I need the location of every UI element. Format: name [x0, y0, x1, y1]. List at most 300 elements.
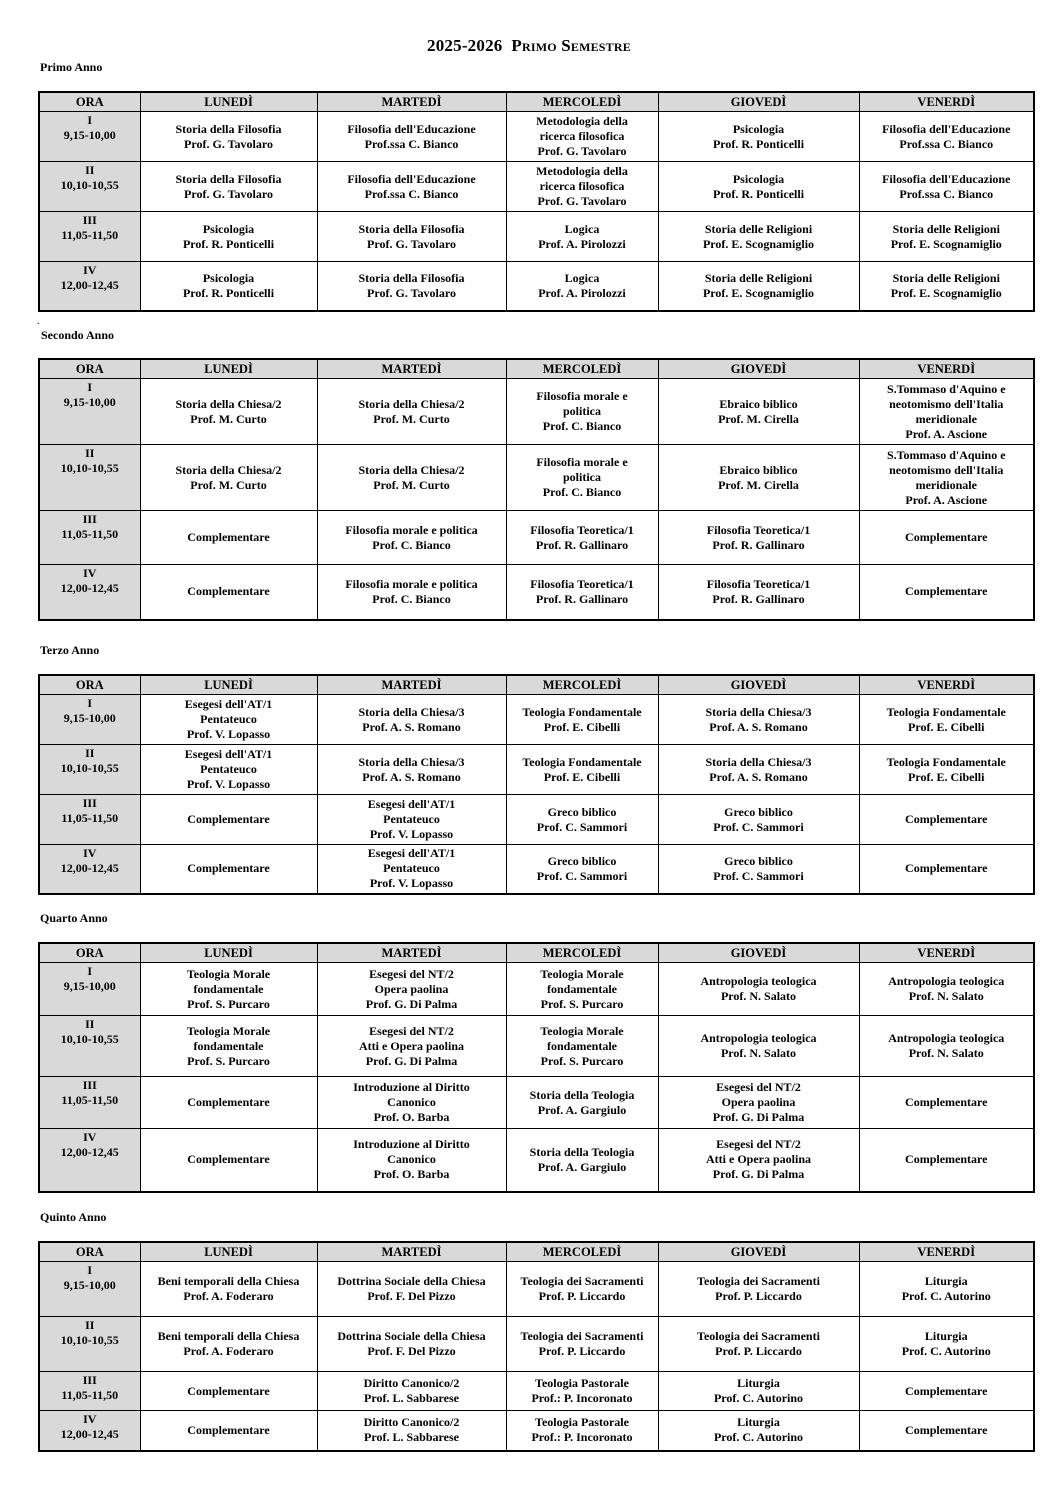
course-line: Prof. C. Bianco	[542, 419, 622, 433]
course-line: S.Tommaso d'Aquino e	[886, 447, 1006, 462]
course-line: Prof. G. Tavolaro	[184, 136, 273, 151]
schedule-table-4	[38, 942, 1035, 1193]
course-line: Prof. M. Curto	[373, 477, 450, 492]
time-slot-line: 9,15-10,00	[63, 128, 116, 142]
course-cell	[317, 1411, 506, 1451]
course-line: Esegesi dell'AT/1	[367, 846, 456, 861]
time-slot-line: 9,15-10,00	[63, 395, 116, 409]
course-line: Filosofia dell'Educazione	[347, 121, 476, 136]
course-cell	[859, 212, 1034, 262]
time-slot-line: II	[85, 746, 95, 760]
course-cell	[658, 565, 859, 620]
table-row	[39, 1016, 1034, 1077]
time-slot-line: II	[85, 1318, 95, 1332]
column-header-luned: LUNEDÌ	[140, 92, 317, 112]
column-header-venerd: VENERDÌ	[859, 359, 1034, 379]
course-cell	[506, 795, 658, 845]
course-cell	[859, 1262, 1034, 1317]
course-line: Prof. P. Liccardo	[715, 1289, 802, 1303]
course-cell	[506, 262, 658, 311]
course-line: Prof. V. Lopasso	[186, 727, 271, 741]
course-line: Teologia dei Sacramenti	[520, 1329, 644, 1343]
course-line: Esegesi del NT/2	[369, 1023, 454, 1038]
course-line: Storia della Chiesa/2	[175, 396, 282, 411]
section-label-2: Secondo Anno	[41, 328, 115, 342]
time-slot-line: 11,05-11,50	[61, 811, 119, 825]
course-line: Prof. A. Pirolozzi	[538, 236, 626, 251]
time-slot-line: III	[82, 796, 97, 810]
course-cell	[859, 1411, 1034, 1451]
course-line: Complementare	[187, 584, 270, 599]
course-line: Prof. C. Bianco	[542, 485, 622, 499]
column-header-gioved: GIOVEDÌ	[658, 675, 859, 695]
course-cell	[658, 1411, 859, 1451]
table-row	[39, 695, 1034, 745]
course-line: Prof. G. Tavolaro	[367, 285, 456, 300]
course-cell	[317, 1372, 506, 1411]
course-cell	[140, 1372, 317, 1411]
course-cell	[317, 1129, 506, 1192]
course-line: Logica	[564, 221, 600, 236]
course-cell	[506, 212, 658, 262]
course-line: Complementare	[187, 812, 270, 826]
course-line: Prof. R. Gallinaro	[712, 537, 805, 552]
course-line: Storia della Chiesa/3	[705, 754, 812, 769]
column-header-mercoled: MERCOLEDÌ	[506, 675, 658, 695]
course-cell	[859, 262, 1034, 311]
course-cell	[859, 1372, 1034, 1411]
time-slot-line: III	[82, 1373, 97, 1387]
header-row	[39, 943, 1034, 963]
course-line: Prof. C. Autorino	[713, 1430, 804, 1445]
column-header-venerd: VENERDÌ	[859, 675, 1034, 695]
course-line: Liturgia	[924, 1274, 968, 1288]
time-slot-cell	[39, 112, 140, 162]
column-header-gioved: GIOVEDÌ	[658, 92, 859, 112]
course-cell	[506, 1262, 658, 1317]
time-slot-line: III	[82, 512, 97, 526]
course-line: Teologia Pastorale	[535, 1415, 629, 1430]
course-line: Prof. N. Salato	[908, 989, 984, 1003]
time-slot-line: 12,00-12,45	[60, 861, 119, 875]
time-slot-line: 9,15-10,00	[63, 979, 116, 993]
time-slot-cell	[39, 262, 140, 311]
course-line: Prof. R. Ponticelli	[712, 186, 805, 201]
course-line: S.Tommaso d'Aquino e	[886, 381, 1006, 396]
course-cell	[317, 162, 506, 212]
course-line: Prof. G. Di Palma	[712, 1167, 805, 1182]
course-cell	[859, 1317, 1034, 1372]
table-row	[39, 963, 1034, 1016]
course-line: Prof. M. Curto	[373, 411, 450, 426]
course-line: Prof.: P. Incoronato	[531, 1430, 633, 1445]
column-header-marted: MARTEDÌ	[317, 675, 506, 695]
course-line: Prof. C. Sammori	[713, 868, 804, 883]
course-cell	[140, 795, 317, 845]
course-line: Prof. C. Sammori	[536, 819, 628, 834]
time-slot-cell	[39, 963, 140, 1016]
course-line: Esegesi del NT/2	[716, 1080, 801, 1094]
course-line: Prof. N. Salato	[720, 1046, 797, 1060]
course-cell	[658, 963, 859, 1016]
course-line: Introduzione al Diritto	[353, 1080, 470, 1094]
header-row	[39, 675, 1034, 695]
course-line: Storia delle Religioni	[892, 270, 1000, 285]
column-header-luned: LUNEDÌ	[140, 675, 317, 695]
course-cell	[658, 1317, 859, 1372]
column-header-mercoled: MERCOLEDÌ	[506, 943, 658, 963]
course-line: Prof.ssa C. Bianco	[364, 186, 459, 201]
course-cell	[658, 1372, 859, 1411]
course-cell	[658, 511, 859, 565]
course-line: Storia della Teologia	[529, 1087, 635, 1102]
course-line: Greco biblico	[724, 853, 793, 868]
course-line: Complementare	[905, 1422, 988, 1437]
course-line: Introduzione al Diritto	[353, 1137, 470, 1152]
column-header-ora: ORA	[39, 675, 140, 695]
course-line: Antropologia teologica	[888, 974, 1005, 988]
course-cell	[140, 745, 317, 795]
course-line: Prof. M. Curto	[190, 411, 267, 426]
course-line: Prof. R. Gallinaro	[535, 537, 629, 552]
course-line: Teologia Fondamentale	[886, 754, 1006, 769]
course-cell	[317, 565, 506, 620]
course-line: Diritto Canonico/2	[363, 1376, 460, 1390]
column-header-luned: LUNEDÌ	[140, 1242, 317, 1262]
header-row	[39, 92, 1034, 112]
course-cell	[859, 795, 1034, 845]
course-line: Filosofia morale e politica	[345, 576, 478, 591]
time-slot-cell	[39, 511, 140, 565]
course-line: Psicologia	[732, 121, 785, 136]
course-cell	[658, 695, 859, 745]
time-slot-line: 9,15-10,00	[63, 1278, 116, 1292]
course-line: Complementare	[905, 1152, 988, 1167]
table-row	[39, 445, 1034, 511]
course-line: Canonico	[387, 1095, 436, 1109]
course-cell	[140, 379, 317, 445]
time-slot-line: I	[87, 113, 93, 127]
time-slot-line: I	[87, 964, 93, 978]
course-line: Prof. E. Scognamiglio	[702, 236, 815, 251]
course-cell	[859, 695, 1034, 745]
course-line: Prof. G. Tavolaro	[537, 194, 627, 208]
course-cell	[506, 963, 658, 1016]
schedule-table-1	[38, 91, 1035, 312]
time-slot-cell	[39, 1372, 140, 1411]
course-line: Prof. E. Cibelli	[543, 719, 621, 734]
course-line: Prof. N. Salato	[720, 989, 797, 1003]
time-slot-line: IV	[83, 1412, 97, 1426]
column-header-ora: ORA	[39, 943, 140, 963]
course-line: Complementare	[187, 530, 270, 544]
course-line: Filosofia dell'Educazione	[347, 171, 476, 186]
course-cell	[140, 1411, 317, 1451]
course-line: Prof. A. Foderaro	[183, 1344, 274, 1358]
course-line: Prof. L. Sabbarese	[364, 1391, 459, 1405]
course-line: Logica	[564, 270, 600, 285]
course-line: Filosofia Teoretica/1	[530, 522, 634, 537]
course-line: Prof. C. Autorino	[901, 1344, 991, 1358]
table-row	[39, 112, 1034, 162]
column-header-luned: LUNEDÌ	[140, 359, 317, 379]
time-slot-line: 11,05-11,50	[61, 1388, 119, 1402]
course-line: Prof. A. S. Romano	[362, 769, 461, 784]
course-line: politica	[563, 470, 601, 484]
course-line: Storia delle Religioni	[704, 221, 813, 236]
course-line: Prof. V. Lopasso	[369, 876, 454, 891]
course-line: Greco biblico	[724, 804, 793, 819]
column-header-venerd: VENERDÌ	[859, 92, 1034, 112]
time-slot-cell	[39, 1411, 140, 1451]
course-line: fondamentale	[547, 981, 617, 996]
course-cell	[317, 112, 506, 162]
course-cell	[317, 212, 506, 262]
course-line: Teologia Fondamentale	[886, 704, 1006, 719]
course-line: Beni temporali della Chiesa	[157, 1329, 300, 1343]
course-line: Teologia Morale	[186, 966, 271, 981]
course-line: Diritto Canonico/2	[363, 1415, 460, 1430]
course-line: Complementare	[905, 1383, 988, 1398]
course-line: Metodologia della	[536, 164, 628, 178]
course-line: Psicologia	[732, 171, 785, 186]
course-cell	[658, 262, 859, 311]
time-slot-cell	[39, 1016, 140, 1077]
course-line: Prof.ssa C. Bianco	[899, 136, 994, 151]
course-cell	[317, 795, 506, 845]
course-cell	[506, 1411, 658, 1451]
course-line: Storia delle Religioni	[892, 221, 1000, 236]
course-cell	[140, 212, 317, 262]
time-slot-line: IV	[83, 846, 97, 860]
course-line: Esegesi dell'AT/1	[367, 797, 456, 811]
schedule-table-3	[38, 674, 1035, 895]
time-slot-cell	[39, 1077, 140, 1129]
column-header-gioved: GIOVEDÌ	[658, 1242, 859, 1262]
course-line: Storia della Filosofia	[175, 121, 282, 136]
course-line: neotomismo dell'Italia	[889, 396, 1004, 411]
course-line: politica	[563, 404, 601, 418]
course-line: Psicologia	[202, 270, 255, 285]
table-row	[39, 162, 1034, 212]
course-cell	[140, 445, 317, 511]
course-line: Prof. A. Gargiulo	[537, 1102, 627, 1117]
time-slot-line: IV	[83, 263, 97, 277]
time-slot-cell	[39, 565, 140, 620]
course-line: Prof. A. Pirolozzi	[538, 285, 626, 300]
table-row	[39, 1411, 1034, 1451]
time-slot-line: 10,10-10,55	[60, 461, 119, 475]
course-line: Liturgia	[924, 1329, 968, 1343]
course-cell	[317, 695, 506, 745]
course-line: Prof. A. S. Romano	[709, 769, 808, 784]
course-cell	[506, 162, 658, 212]
course-cell	[506, 565, 658, 620]
course-line: Storia della Filosofia	[358, 270, 465, 285]
course-cell	[658, 1077, 859, 1129]
time-slot-line: I	[87, 1263, 93, 1277]
course-line: Prof.ssa C. Bianco	[364, 136, 459, 151]
stray-mark: .	[37, 316, 40, 327]
course-line: Prof. C. Sammori	[536, 868, 628, 883]
column-header-marted: MARTEDÌ	[317, 1242, 506, 1262]
time-slot-line: III	[82, 1078, 97, 1092]
course-line: Prof. S. Purcaro	[187, 996, 270, 1011]
course-line: Complementare	[187, 1422, 270, 1437]
section-label-4: Quarto Anno	[40, 911, 108, 925]
course-line: Prof. C. Sammori	[713, 819, 804, 834]
course-cell	[506, 1016, 658, 1077]
time-slot-cell	[39, 379, 140, 445]
column-header-venerd: VENERDÌ	[859, 943, 1034, 963]
course-cell	[140, 565, 317, 620]
time-slot-cell	[39, 845, 140, 894]
course-line: Complementare	[905, 530, 988, 544]
course-line: Prof.: P. Incoronato	[531, 1391, 633, 1405]
course-line: Prof. E. Cibelli	[543, 769, 621, 784]
course-line: Prof. M. Cirella	[718, 411, 799, 426]
course-line: Atti e Opera paolina	[359, 1038, 464, 1053]
header-row	[39, 1242, 1034, 1262]
course-cell	[317, 1016, 506, 1077]
course-cell	[317, 963, 506, 1016]
course-line: Prof. P. Liccardo	[538, 1289, 626, 1303]
course-line: ricerca filosofica	[539, 129, 625, 143]
course-line: Prof. G. Di Palma	[365, 996, 458, 1011]
course-cell	[506, 445, 658, 511]
course-cell	[140, 845, 317, 894]
course-line: Prof. S. Purcaro	[540, 1053, 624, 1068]
course-line: Prof. E. Scognamiglio	[890, 236, 1002, 251]
course-line: Prof. A. S. Romano	[709, 719, 808, 734]
time-slot-cell	[39, 212, 140, 262]
table-row	[39, 379, 1034, 445]
course-line: Storia della Chiesa/3	[358, 704, 465, 719]
course-line: Prof. S. Purcaro	[540, 996, 624, 1011]
course-cell	[506, 1317, 658, 1372]
course-line: Prof. C. Autorino	[901, 1289, 991, 1303]
course-line: Greco biblico	[547, 853, 617, 868]
course-cell	[506, 845, 658, 894]
course-line: Prof. G. Tavolaro	[537, 144, 627, 158]
course-line: fondamentale	[547, 1038, 617, 1053]
course-line: Liturgia	[737, 1376, 780, 1390]
time-slot-line: 11,05-11,50	[61, 527, 119, 541]
course-line: Prof. F. Del Pizzo	[367, 1289, 456, 1303]
course-cell	[658, 112, 859, 162]
course-line: Opera paolina	[374, 981, 449, 996]
course-line: Complementare	[905, 812, 988, 826]
course-line: Prof. E. Scognamiglio	[702, 285, 815, 300]
course-line: Filosofia morale e	[536, 389, 628, 403]
course-cell	[140, 262, 317, 311]
time-slot-line: 11,05-11,50	[61, 228, 119, 242]
course-cell	[859, 845, 1034, 894]
course-line: Complementare	[905, 861, 988, 876]
header-row	[39, 359, 1034, 379]
course-cell	[140, 1317, 317, 1372]
course-cell	[658, 212, 859, 262]
column-header-luned: LUNEDÌ	[140, 943, 317, 963]
page-title	[0, 36, 1058, 56]
course-cell	[859, 511, 1034, 565]
course-line: Antropologia teologica	[700, 974, 817, 988]
course-line: Teologia dei Sacramenti	[697, 1329, 820, 1343]
course-cell	[658, 445, 859, 511]
course-line: Prof. R. Gallinaro	[535, 591, 629, 606]
time-slot-line: II	[85, 163, 95, 177]
course-cell	[140, 963, 317, 1016]
course-cell	[140, 695, 317, 745]
section-label-5: Quinto Anno	[40, 1210, 107, 1224]
column-header-gioved: GIOVEDÌ	[658, 943, 859, 963]
course-line: Prof. V. Lopasso	[369, 827, 454, 841]
course-cell	[317, 511, 506, 565]
course-cell	[859, 963, 1034, 1016]
course-line: Complementare	[187, 1095, 270, 1109]
course-cell	[506, 695, 658, 745]
course-line: Prof. O. Barba	[373, 1110, 450, 1124]
course-line: Teologia Fondamentale	[522, 754, 642, 769]
course-line: Esegesi dell'AT/1	[184, 697, 273, 711]
course-line: Opera paolina	[721, 1095, 796, 1109]
course-line: Storia della Filosofia	[175, 171, 282, 186]
time-slot-cell	[39, 162, 140, 212]
time-slot-line: IV	[83, 566, 97, 580]
time-slot-cell	[39, 1317, 140, 1372]
course-line: neotomismo dell'Italia	[889, 462, 1004, 477]
academic-year: 2025-2026	[427, 36, 503, 55]
course-line: Prof. P. Liccardo	[715, 1344, 802, 1358]
course-line: Pentateuco	[383, 861, 440, 876]
column-header-marted: MARTEDÌ	[317, 92, 506, 112]
course-line: Prof. N. Salato	[908, 1046, 984, 1060]
column-header-marted: MARTEDÌ	[317, 359, 506, 379]
course-line: ricerca filosofica	[539, 179, 625, 193]
course-line: Prof. P. Liccardo	[538, 1344, 626, 1358]
time-slot-line: 10,10-10,55	[60, 1032, 119, 1046]
semester-title: Primo Semestre	[511, 36, 631, 55]
course-line: Storia della Chiesa/3	[705, 704, 812, 719]
column-header-venerd: VENERDÌ	[859, 1242, 1034, 1262]
course-line: Prof. C. Bianco	[372, 591, 451, 606]
course-line: Prof. G. Di Palma	[712, 1110, 805, 1124]
time-slot-line: 10,10-10,55	[60, 1333, 119, 1347]
course-line: Prof. R. Ponticelli	[182, 236, 275, 251]
course-line: Teologia dei Sacramenti	[520, 1274, 644, 1288]
table-row	[39, 745, 1034, 795]
section-label-3: Terzo Anno	[40, 643, 100, 657]
time-slot-line: II	[85, 446, 95, 460]
course-line: Teologia Morale	[540, 966, 624, 981]
column-header-mercoled: MERCOLEDÌ	[506, 1242, 658, 1262]
course-line: Storia della Filosofia	[358, 221, 465, 236]
course-line: Prof. L. Sabbarese	[364, 1430, 459, 1445]
schedule-table-5	[38, 1241, 1035, 1452]
course-cell	[317, 1317, 506, 1372]
course-cell	[140, 1077, 317, 1129]
course-line: Teologia Morale	[540, 1023, 624, 1038]
course-cell	[506, 379, 658, 445]
course-line: Complementare	[187, 1152, 270, 1167]
course-line: Prof. R. Ponticelli	[182, 285, 275, 300]
course-line: Atti e Opera paolina	[706, 1152, 811, 1167]
course-cell	[506, 1077, 658, 1129]
column-header-ora: ORA	[39, 359, 140, 379]
course-line: Greco biblico	[547, 804, 617, 819]
course-line: Liturgia	[737, 1415, 780, 1430]
course-line: Prof. S. Purcaro	[187, 1053, 270, 1068]
